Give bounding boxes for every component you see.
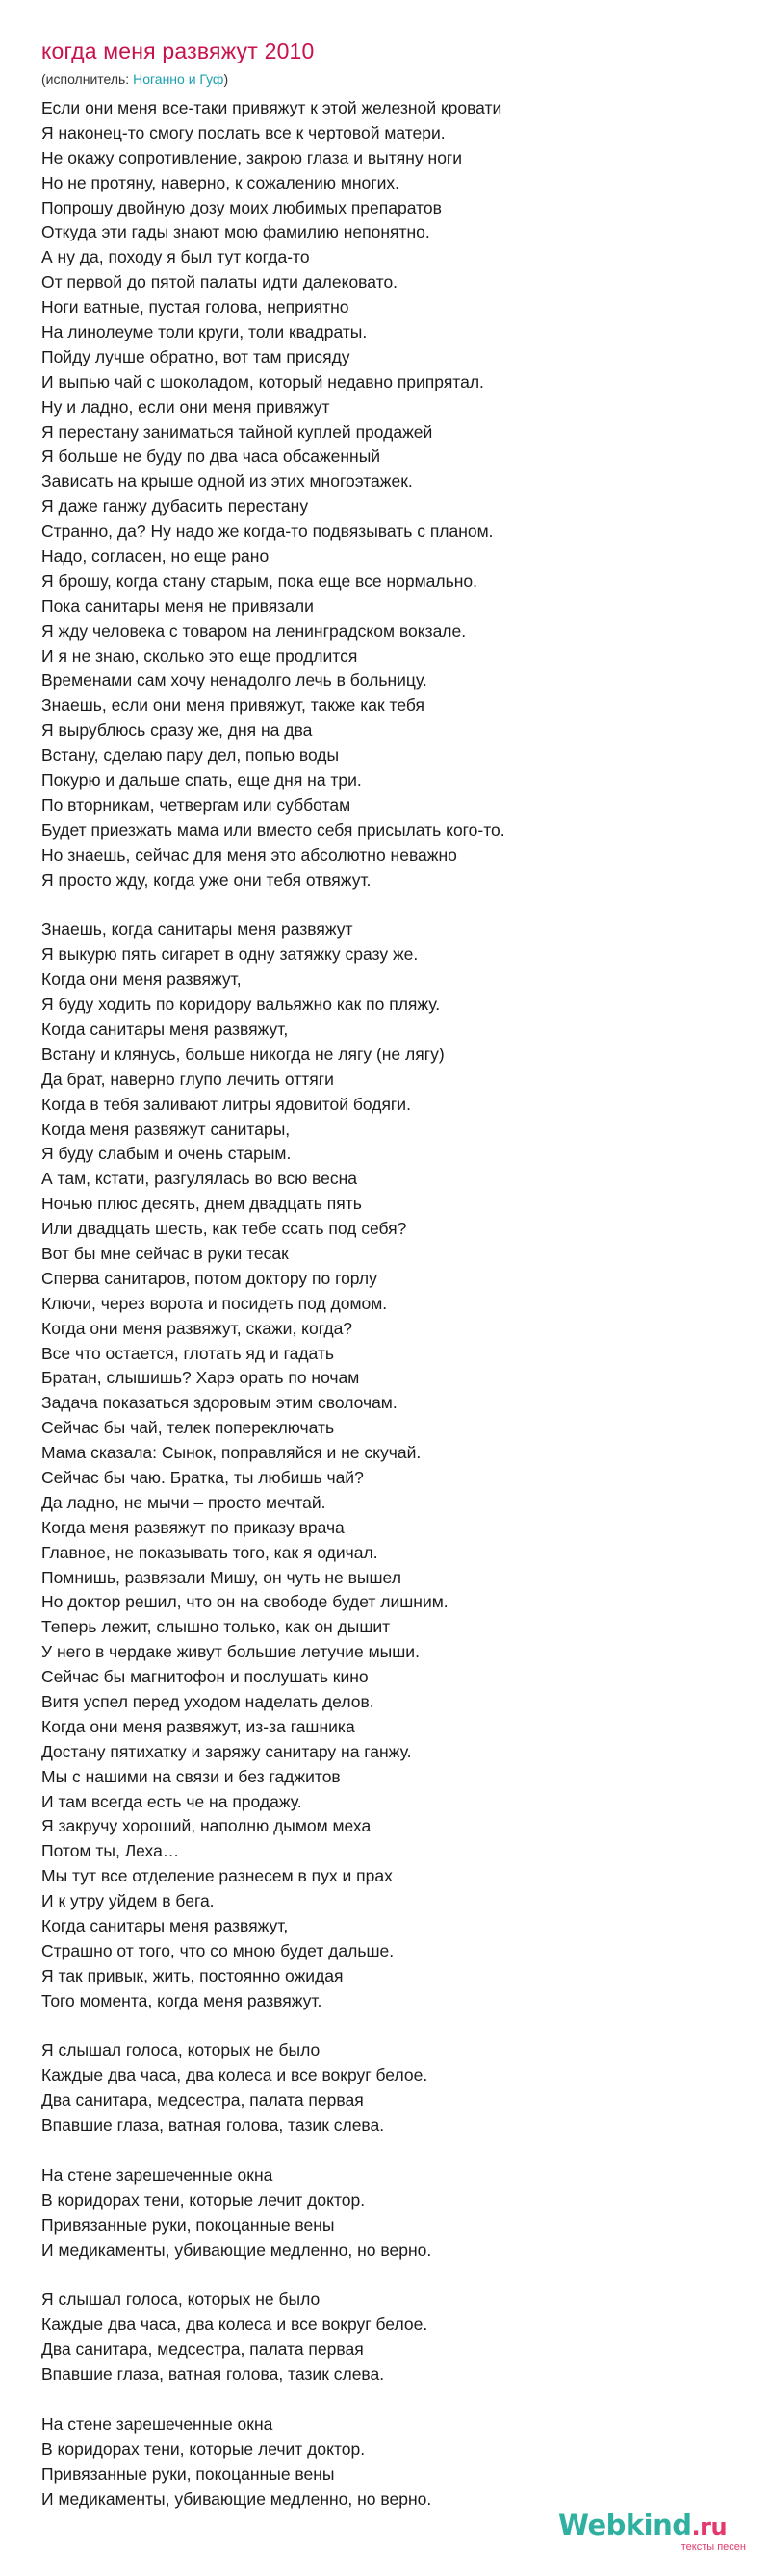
- lyrics-line: Потом ты, Леха…: [41, 1841, 180, 1861]
- lyrics-line: Два санитара, медсестра, палата первая: [41, 2339, 364, 2360]
- lyrics-line: Достану пятихатку и заряжу санитару на ганжу.: [41, 1741, 412, 1761]
- lyrics-line: Когда меня развяжут по приказу врача: [41, 1517, 345, 1537]
- lyrics-line: И к утру уйдем в бега.: [41, 1891, 215, 1911]
- lyrics-line: Я буду слабым и очень старым.: [41, 1144, 292, 1164]
- lyrics-line: Сейчас бы чаю. Братка, ты любишь чай?: [41, 1467, 364, 1487]
- lyrics-line: Странно, да? Ну надо же когда-то подвязывать с планом.: [41, 521, 494, 542]
- lyrics-line: Будет приезжать мама или вместо себя присылать кого-то.: [41, 820, 505, 840]
- lyrics-line: Или двадцать шесть, как тебе ссать под себя?: [41, 1219, 407, 1239]
- lyrics-line: Ну и ладно, если они меня привяжут: [41, 396, 330, 417]
- lyrics-line: Когда меня развяжут санитары,: [41, 1119, 291, 1139]
- lyrics-line: И там всегда есть че на продажу.: [41, 1791, 302, 1811]
- lyrics-line: Когда санитары меня развяжут,: [41, 1916, 289, 1936]
- lyrics-line: Я закручу хороший, наполню дымом меха: [41, 1816, 372, 1836]
- lyrics-line: Я слышал голоса, которых не было: [41, 2289, 321, 2310]
- lyrics-line: Все что остается, глотать яд и гадать: [41, 1343, 335, 1363]
- lyrics-line: Сейчас бы чай, телек попереключать: [41, 1418, 335, 1438]
- lyrics-line: Пока санитары меня не привязали: [41, 595, 314, 616]
- lyrics-line: Да брат, наверно глупо лечить оттяги: [41, 1069, 334, 1089]
- lyrics-line: На стене зарешеченные окна: [41, 2413, 273, 2434]
- lyrics-line: Вот бы мне сейчас в руки тесак: [41, 1243, 289, 1263]
- lyrics-line: В коридорах тени, которые лечит доктор.: [41, 2189, 366, 2210]
- lyrics-line: Я перестану заниматься тайной куплей продажей: [41, 421, 433, 442]
- lyrics-line: Когда в тебя заливают литры ядовитой бодяги.: [41, 1094, 411, 1114]
- lyrics-line: Знаешь, если они меня привяжут, также как тебя: [41, 695, 424, 716]
- lyrics-line: На стене зарешеченные окна: [41, 2164, 273, 2185]
- lyrics-line: Ночью плюс десять, днем двадцать пять: [41, 1194, 362, 1214]
- lyrics-line: И медикаменты, убивающие медленно, но верно.: [41, 2488, 432, 2509]
- lyrics-line: Знаешь, когда санитары меня развяжут: [41, 920, 353, 940]
- lyrics-line: Когда они меня развяжут, скажи, когда?: [41, 1318, 353, 1338]
- webkind-logo[interactable]: [558, 2509, 746, 2557]
- song-title: когда меня развяжут 2010: [41, 38, 315, 63]
- lyrics-line: Сперва санитаров, потом доктору по горлу: [41, 1268, 377, 1288]
- lyrics-line: И медикаменты, убивающие медленно, но верно.: [41, 2239, 432, 2260]
- lyrics-line: Главное, не показывать того, как я одичал.: [41, 1542, 378, 1562]
- lyrics-line: Но доктор решил, что он на свободе будет лишним.: [41, 1592, 449, 1612]
- lyrics-line: Того момента, когда меня развяжут.: [41, 1990, 322, 2010]
- lyrics-line: Задача показаться здоровым этим сволочам.: [41, 1393, 398, 1413]
- lyrics-line: Ноги ватные, пустая голова, неприятно: [41, 297, 349, 317]
- lyrics-line: Но знаешь, сейчас для меня это абсолютно неважно: [41, 845, 457, 865]
- lyrics-line: Мы с нашими на связи и без гаджитов: [41, 1766, 341, 1786]
- lyrics-line: Не окажу сопротивление, закрою глаза и вытяну ноги: [41, 147, 463, 167]
- lyrics-line: Я так привык, жить, постоянно ожидая: [41, 1965, 344, 1985]
- lyrics-line: Когда они меня развяжут,: [41, 970, 242, 990]
- lyrics-line: Мама сказала: Сынок, поправляйся и не скучай.: [41, 1443, 422, 1463]
- lyrics-line: Я выкурю пять сигарет в одну затяжку сразу же.: [41, 945, 419, 965]
- lyrics-line: Я буду ходить по коридору вальяжно как по пляжу.: [41, 995, 441, 1015]
- lyrics-line: Встану и клянусь, больше никогда не лягу (не лягу): [41, 1044, 445, 1064]
- lyrics-line: А там, кстати, разгулялась во всю весна: [41, 1169, 358, 1189]
- lyrics-line: От первой до пятой палаты идти далековато.: [41, 272, 398, 292]
- lyrics-line: Мы тут все отделение разнесем в пух и прах: [41, 1866, 393, 1886]
- lyrics-line: Я вырублюсь сразу же, дня на два: [41, 720, 313, 741]
- lyrics-line: Временами сам хочу ненадолго лечь в больницу.: [41, 670, 427, 691]
- lyrics-line: Витя успел перед уходом наделать делов.: [41, 1692, 374, 1711]
- lyrics-stanza: [41, 2287, 734, 2387]
- lyrics-line: Привязанные руки, покоцанные вены: [41, 2214, 335, 2235]
- lyrics-line: Сейчас бы магнитофон и послушать кино: [41, 1667, 369, 1687]
- lyrics-line: Я брошу, когда стану старым, пока еще все нормально.: [41, 570, 477, 591]
- lyrics-line: Я слышал голоса, которых не было: [41, 2040, 321, 2060]
- lyrics-line: Покурю и дальше спать, еще дня на три.: [41, 770, 362, 791]
- lyrics-line: Два санитара, медсестра, палата первая: [41, 2090, 364, 2110]
- lyrics-line: Когда они меня развяжут, из-за гашника: [41, 1716, 355, 1736]
- lyrics-line: Да ладно, не мычи – просто мечтай.: [41, 1492, 326, 1512]
- lyrics-line: Пойду лучше обратно, вот там присяду: [41, 346, 350, 366]
- artist-prefix: (исполнитель:: [41, 71, 134, 87]
- lyrics-stanza: [41, 96, 734, 894]
- artist-suffix: ): [223, 71, 229, 87]
- lyrics-body: [41, 96, 734, 2537]
- lyrics-line: Зависать на крыше одной из этих многоэтажек.: [41, 471, 413, 492]
- lyrics-line: Впавшие глаза, ватная голова, тазик слева.: [41, 2364, 385, 2385]
- lyrics-line: Страшно от того, что со мною будет дальше.: [41, 1940, 395, 1960]
- lyrics-line: И выпью чай с шоколадом, который недавно припрятал.: [41, 371, 484, 391]
- logo-tagline: тексты песен: [680, 2541, 746, 2553]
- lyrics-line: Привязанные руки, покоцанные вены: [41, 2463, 335, 2484]
- lyrics-line: В коридорах тени, которые лечит доктор.: [41, 2438, 366, 2459]
- lyrics-line: Ключи, через ворота и посидеть под домом.: [41, 1293, 388, 1313]
- lyrics-line: Когда санитары меня развяжут,: [41, 1019, 289, 1039]
- logo-main-text: Webkind: [558, 2509, 692, 2541]
- lyrics-line: И я не знаю, сколько это еще продлится: [41, 645, 358, 666]
- lyrics-line: Братан, слышишь? Харэ орать по ночам: [41, 1368, 360, 1388]
- lyrics-stanza: [41, 918, 734, 2013]
- lyrics-line: Я даже ганжу дубасить перестану: [41, 496, 309, 517]
- lyrics-line: Я просто жду, когда уже они тебя отвяжут.: [41, 870, 372, 890]
- lyrics-stanza: [41, 2163, 734, 2263]
- lyrics-line: Теперь лежит, слышно только, как он дышит: [41, 1617, 391, 1637]
- lyrics-line: А ну да, походу я был тут когда-то: [41, 247, 310, 267]
- lyrics-line: Откуда эти гады знают мою фамилию непонятно.: [41, 222, 430, 242]
- artist-line: [41, 71, 228, 87]
- lyrics-line: Я жду человека с товаром на ленинградском вокзале.: [41, 620, 467, 641]
- lyrics-stanza: [41, 2038, 734, 2138]
- lyrics-line: Если они меня все-таки привяжут к этой железной кровати: [41, 98, 502, 117]
- lyrics-line: Я больше не буду по два часа обсаженный: [41, 446, 381, 467]
- lyrics-line: Помнишь, развязали Мишу, он чуть не вышел: [41, 1567, 401, 1587]
- lyrics-line: Я наконец-то смогу послать все к чертовой матери.: [41, 122, 446, 142]
- lyrics-line: У него в чердаке живут большие летучие мыши.: [41, 1642, 420, 1662]
- lyrics-line: Но не протяну, наверно, к сожалению многих.: [41, 172, 400, 192]
- lyrics-line: Попрошу двойную дозу моих любимых препаратов: [41, 197, 442, 217]
- logo-domain: .ru: [691, 2513, 728, 2540]
- lyrics-line: Надо, согласен, но еще рано: [41, 546, 270, 567]
- lyrics-line: На линолеуме толи круги, толи квадраты.: [41, 322, 368, 342]
- lyrics-line: По вторникам, четвергам или субботам: [41, 795, 351, 815]
- lyrics-line: Каждые два часа, два колеса и все вокруг белое.: [41, 2314, 428, 2335]
- lyrics-line: Встану, сделаю пару дел, попью воды: [41, 745, 340, 766]
- lyrics-line: Каждые два часа, два колеса и все вокруг белое.: [41, 2065, 428, 2085]
- lyrics-line: Впавшие глаза, ватная голова, тазик слева.: [41, 2115, 385, 2135]
- logo-wordmark: [558, 2509, 727, 2543]
- artist-link[interactable]: Ноганно и Гуф: [133, 71, 224, 87]
- lyrics-stanza: [41, 2412, 734, 2513]
